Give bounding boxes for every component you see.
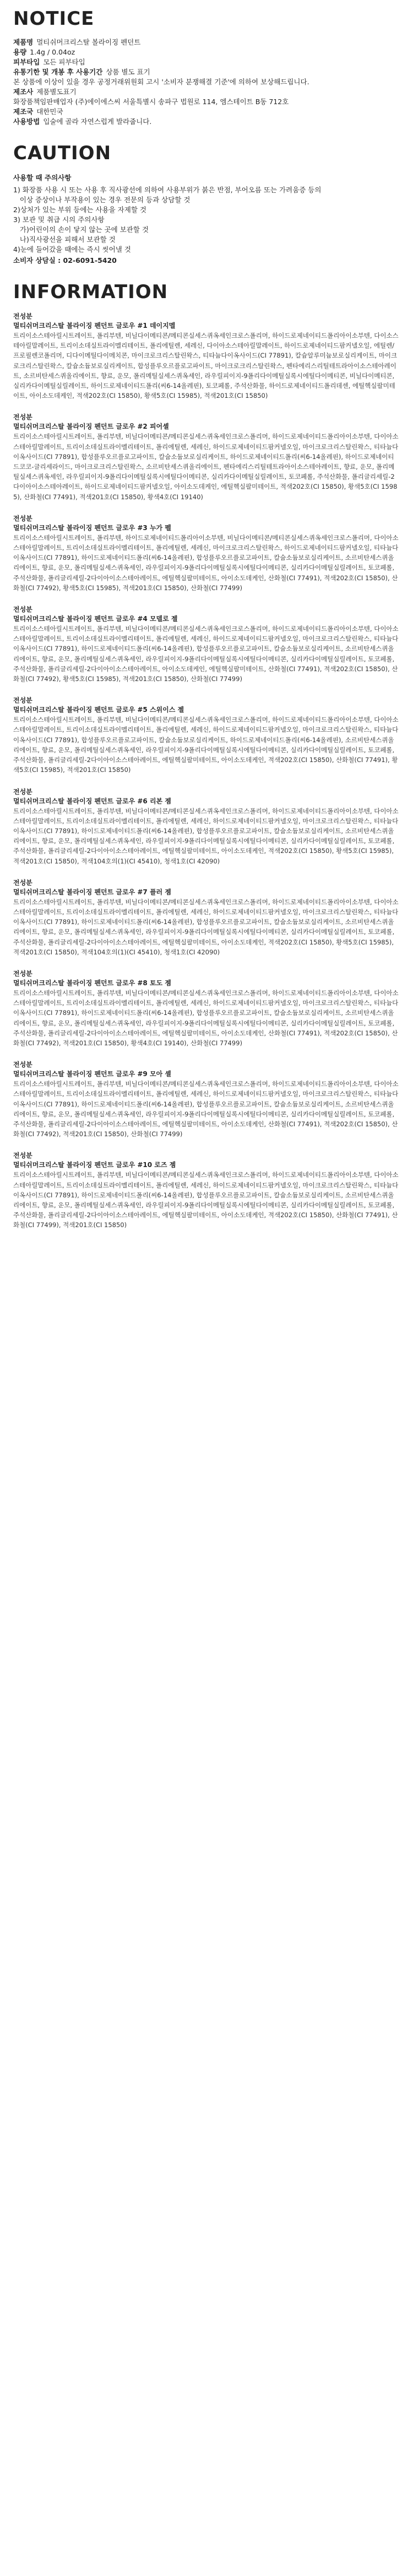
ingredient-block: [13, 312, 400, 401]
ingredient-list: 트리이소스테아릴시트레이트, 폴리부텐, 비닐다이메티콘/메티콘실세스퀴옥세인크로스폴리머, 하이드로제네이티드폴리아이소부텐, 다이아소스테아릴말레이트, 트리이소데실트라이멜리테이트, 폴리에틸렌, 세레신, 하이드로제네이티드팜커넬오일, 마이크로크리스탈린왁스, 티타늄다이옥사이드(CI 77891), 하이드로제네이티드폴리(씨6-14올레핀), 합성플루오르플로고파이트, 칼슘소듐보로실리케이트, 소르비탄세스퀴올리에이트, 향료, 운모, 폴리메틸실세스퀴옥세인, 라우릴피이지-9폴리다이메틸실록시에틸다이메티콘, 실리카다이메틸실릴레이트, 토코페롤, 주석산화물, 폴리글리세릴-2다이아이소스테아레이트, 에틸헥실팔미테이트, 아이소도데케인, 적색202호(CI 15850), 산화철(CI 77491), 산화철(CI 77499), 적색201호(CI 15850): [13, 1171, 399, 1229]
ingredient-list: 트리이소스테아릴시트레이트, 폴리부텐, 비닐다이메티콘/메티콘실세스퀴옥세인크로스폴리머, 하이드로제네이티드폴리아이소부텐, 다이아소스테아릴말레이트, 트리이소데실트라이멜리테이트, 폴리에틸렌, 세레신, 하이드로제네이티드팜커넬오일, 마이크로크리스탈린왁스, 티타늄다이옥사이드(CI 77891), 하이드로제네이티드폴리(씨6-14올레핀), 합성플루오르플로고파이트, 칼슘소듐보로실리케이트, 소르비탄세스퀴올리에이트, 향료, 운모, 폴리메틸실세스퀴옥세인, 라우릴피이지-9폴리다이메틸실록시에틸다이메티콘, 실리카다이메틸실릴레이트, 토코페롤, 주석산화물, 폴리글리세릴-2다이아이소스테아레이트, 에틸헥실팔미테이트, 아이소도데케인, 적색202호(CI 15850), 황색5호(CI 15985), 적색201호(CI 15850), 적색104호의(1)(CI 45410), 청색1호(CI 42090): [13, 898, 399, 956]
ingredient-product-name: 멀티쉬머크리스탈 볼라이징 펜던트 글로우 #3 누가 펠: [13, 523, 171, 532]
ingredient-product-name: 멀티쉬머크리스탈 볼라이징 펜던트 글로우 #10 로즈 젬: [13, 1161, 176, 1169]
ingredient-block: [13, 969, 400, 1048]
notice-row-value: 모든 피부타입: [43, 58, 85, 66]
ingredient-product-name: 멀티쉬머크리스탈 볼라이징 펜던트 글로우 #9 모아 셸: [13, 1070, 171, 1078]
caution-line: 2)상처가 있는 부위 등에는 사용을 자제할 것: [13, 206, 146, 214]
caution-line: 1) 화장품 사용 시 또는 사용 후 직사광선에 의하여 사용부위가 붉은 반점, 부어오름 또는 가려움증 등의: [13, 186, 322, 194]
notice-row: [13, 117, 400, 127]
information-title: INFORMATION: [13, 281, 169, 303]
ingredient-label: 전성분: [13, 1152, 32, 1160]
ingredient-block: [13, 878, 400, 957]
ingredient-list: 트리이소스테아릴시트레이트, 폴리부텐, 비닐다이메티콘/메티콘실세스퀴옥세인크로스폴리머, 하이드로제네이티드폴리아이소부텐, 다이소스테아릴말레이트, 트리이소데실트라이멜리테이트, 폴리에틸렌, 세레신, 다이아소스테아릴말레이트, 하이드로제네이티드팜커넬오일, 에틸렌/프로필렌코폴리머, 디다이메틸다이메치콘, 마이크로크리스탈린왁스, 티타늄다이옥사이드(CI 77891), 칼슘알루미늄보로실리케이트, 마이크로크리스탈린왁스, 칼슘소듐보로실리케이트, 합성플루오르플로고파이트, 마이크로크리스탈린왁스, 펜타에리스리틸테트라아이소스테아레이트, 소르비탄세스퀴올리에이트, 향료, 운모, 폴리메틸실세스퀴옥세인, 라우릴피이지-9폴리다이메틸실록시에틸다이메티콘, 비닐다이메티콘, 실리카다이메틸실릴레이트, 하이드로제네이티드폴리(씨6-14올레핀), 토코페롤, 주석산화물, 하이드로제네이티드폴리데센, 에틸헥실팔미테이트, 아이소도데케인, 적색202호(CI 15850), 황색5호(CI 15985), 적색201호(CI 15850): [13, 332, 399, 400]
ingredient-product-name: 멀티쉬머크리스탈 볼라이징 펜던트 글로우 #4 모델로 젤: [13, 615, 178, 623]
notice-row-label: 제조사: [13, 88, 34, 96]
caution-line: 나)직사광선을 피해서 보관할 것: [13, 235, 116, 244]
ingredient-label: 전성분: [13, 969, 32, 978]
caution-line: 이상 증상이나 부작용이 있는 경우 전문의 등과 상담할 것: [13, 196, 191, 204]
notice-row: [13, 67, 400, 77]
ingredient-list: 트리이소스테아릴시트레이트, 폴리부텐, 비닐다이메티콘/메티콘실세스퀴옥세인크로스폴리머, 하이드로제네이티드폴리아이소부텐, 다이아소스테아릴말레이트, 트리이소데실트라이멜리테이트, 폴리에틸렌, 세레신, 하이드로제네이티드팜커넬오일, 마이크로크리스탈린왁스, 티타늄다이옥사이드(CI 77891), 하이드로제네이티드폴리(씨6-14올레핀), 합성플루오르플로고파이트, 칼슘소듐보로실리케이트, 소르비탄세스퀴올리에이트, 향료, 운모, 폴리메틸실세스퀴옥세인, 라우릴피이지-9폴리다이메틸실록시에틸다이메티콘, 실리카다이메틸실릴레이트, 토코페롤, 주석산화물, 폴리글리세릴-2다이아이소스테아레이트, 에틸헥실팔미테이트, 아이소도데케인, 산화철(CI 77491), 적색202호(CI 15850), 산화철(CI 77492), 적색201호(CI 15850), 산화철(CI 77499): [13, 1080, 399, 1138]
ingredient-list: 트리이소스테아릴시트레이트, 폴리부텐, 비닐다이메티콘/메티콘실세스퀴옥세인크로스폴리머, 하이드로제네이티드폴리아이소부텐, 다이아소스테아릴말레이트, 트리이소데실트라이멜리테이트, 폴리에틸렌, 세레신, 하이드로제네이티드팜커넬오일, 마이크로크리스탈린왁스, 티타늄다이옥사이드(CI 77891), 합성플루오르플로고파이트, 칼슘소듐보로실리케이트, 하이드로제네이티드폴리(씨6-14올레핀), 소르비탄세스퀴올리에이트, 향료, 운모, 폴리메틸실세스퀴옥세인, 라우릴피이지-9폴리다이메틸실록시에틸다이메티콘, 실리카다이메틸실릴레이트, 토코페롤, 주석산화물, 폴리글리세릴-2다이아이소스테아레이트, 에틸헥실팔미테이트, 아이소도데케인, 적색202호(CI 15850), 산화철(CI 77491), 황색5호(CI 15985), 적색201호(CI 15850): [13, 716, 399, 774]
ingredient-block: [13, 787, 400, 866]
ingredient-label: 전성분: [13, 606, 32, 614]
ingredient-product-name: 멀티쉬머크리스탈 볼라이징 펜던트 글로우 #8 토도 젬: [13, 979, 171, 987]
caution-title: CAUTION: [13, 142, 112, 164]
notice-title: NOTICE: [13, 8, 95, 30]
ingredient-label: 전성분: [13, 787, 32, 796]
notice-row-value: 본 상품에 이상이 있을 경우 공정거래위원회 고시 '소비자 분쟁해결 기준'에 의하여 보상해드립니다.: [13, 78, 309, 86]
notice-row-label: 사용방법: [13, 117, 40, 126]
ingredient-block: [13, 1060, 400, 1139]
consumer-hotline: 소비자 상담실 : 02-6091-5420: [13, 256, 117, 264]
notice-row: [13, 37, 400, 47]
caution-line: 가)어린이의 손이 닿지 않는 곳에 보관할 것: [13, 225, 149, 234]
notice-row: [13, 107, 400, 117]
caution-line: 3) 보관 및 취급 시의 주의사항: [13, 215, 105, 224]
notice-row-value: 1.4g / 0.04oz: [30, 48, 75, 56]
ingredient-list: 트리이소스테아릴시트레이트, 폴리부텐, 하이드로제네이티드폴리아이소부텐, 비닐다이메티콘/메티콘실세스퀴옥세인크로스폴리머, 다이아소스테아릴말레이트, 트리이소데실트라이멜리테이트, 폴리에틸렌, 세레신, 마이크로크리스탈린왁스, 하이드로제네이티드팜커넬오일, 티타늄다이옥사이드(CI 77891), 하이드로제네이티드폴리(씨6-14올레핀), 합성플루오르플로고파이트, 칼슘소듐보로실리케이트, 소르비탄세스퀴올리에이트, 향료, 운모, 폴리메틸실세스퀴옥세인, 라우릴피이지-9폴리다이메틸실록시에틸다이메티콘, 실리카다이메틸실릴레이트, 토코페롤, 주석산화물, 폴리글리세릴-2다이아이소스테아레이트, 에틸헥실팔미테이트, 아이소도데케인, 산화철(CI 77491), 적색202호(CI 15850), 산화철(CI 77492), 황색5호(CI 15985), 적색201호(CI 15850), 산화철(CI 77499): [13, 533, 399, 592]
information-section: [13, 281, 400, 1230]
notice-row-value: 대한민국: [36, 107, 63, 116]
ingredient-list: 트리이소스테아릴시트레이트, 폴리부텐, 비닐다이메티콘/메티콘실세스퀴옥세인크로스폴리머, 하이드로제네이티드폴리아이소부텐, 다이아소스테아릴말레이트, 트리이소데실트라이멜리테이트, 폴리에틸렌, 세레신, 하이드로제네이티드팜커넬오일, 마이크로크리스탈린왁스, 티타늄다이옥사이드(CI 77891), 하이드로제네이티드폴리(씨6-14올레핀), 합성플루오르플로고파이트, 칼슘소듐보로실리케이트, 소르비탄세스퀴올리에이트, 향료, 운모, 폴리메틸실세스퀴옥세인, 라우릴피이지-9폴리다이메틸실록시에틸다이메티콘, 실리카다이메틸실릴레이트, 토코페롤, 주석산화물, 폴리글리세릴-2다이아이소스테아레이트, 에틸헥실팔미테이트, 아이소도데케인, 산화철(CI 77491), 적색202호(CI 15850), 산화철(CI 77492), 적색201호(CI 15850), 황색4호(CI 19140), 산화철(CI 77499): [13, 989, 399, 1047]
ingredient-list: 트리이소스테아릴시트레이트, 폴리부텐, 비닐다이메티콘/메티콘실세스퀴옥세인크로스폴리머, 하이드로제네이티드폴리아이소부텐, 다이아소스테아릴말레이트, 트리이소데실트라이멜리테이트, 폴리에틸렌, 세레신, 하이드로제네이티드팜커넬오일, 마이크로크리스탈린왁스, 티타늄다이옥사이드(CI 77891), 하이드로제네이티드폴리(씨6-14올레핀), 합성플루오르플로고파이트, 칼슘소듐보로실리케이트, 소르비탄세스퀴올리에이트, 향료, 운모, 폴리메틸실세스퀴옥세인, 라우릴피이지-9폴리다이메틸실록시에틸다이메티콘, 실리카다이메틸실릴레이트, 토코페롤, 주석산화물, 폴리글리세릴-2다이아이소스테아레이트, 아이소도데케인, 에틸헥실팔미테이트, 산화철(CI 77491), 적색202호(CI 15850), 산화철(CI 77492), 황색5호(CI 15985), 적색201호(CI 15850), 산화철(CI 77499): [13, 625, 399, 683]
ingredient-list: 트리이소스테아릴시트레이트, 폴리부텐, 비닐다이메티콘/메티콘실세스퀴옥세인크로스폴리머, 하이드로제네이티드폴리아이소부텐, 다이아소스테아릴말레이트, 트리이소데실트라이멜리테이트, 폴리에틸렌, 세레신, 하이드로제네이티드팜커넬오일, 마이크로크리스탈린왁스, 티타늄다이옥사이드(CI 77891), 하이드로제네이티드폴리(씨6-14올레핀), 합성플루오르플로고파이트, 칼슘소듐보로실리케이트, 소르비탄세스퀴올리에이트, 향료, 운모, 폴리메틸실세스퀴옥세인, 라우릴피이지-9폴리다이메틸실록시에틸다이메티콘, 실리카다이메틸실릴레이트, 토코페롤, 주석산화물, 폴리글리세릴-2다이아이소스테아레이트, 에틸헥실팔미테이트, 아이소도데케인, 적색202호(CI 15850), 황색5호(CI 15985), 적색201호(CI 15850), 적색104호의(1)(CI 45410), 청색1호(CI 42090): [13, 807, 399, 865]
caution-section: [13, 142, 400, 266]
notice-row-value: 제품별도표기: [36, 88, 77, 96]
notice-row-label: 유통기한 및 개봉 후 사용기간: [13, 68, 103, 76]
notice-row: [13, 87, 400, 97]
notice-row-value: 멀티쉬머크리스탈 볼라이징 펜던트: [36, 38, 141, 46]
notice-row: [13, 47, 400, 57]
caution-line: 4)눈에 들어갔을 때에는 즉시 씻어낼 것: [13, 245, 131, 253]
ingredient-label: 전성분: [13, 413, 32, 422]
page-content: [0, 0, 413, 1230]
ingredient-product-name: 멀티쉬머크리스탈 볼라이징 펜던트 글로우 #5 스위이스 젤: [13, 706, 184, 714]
ingredient-block: [13, 605, 400, 684]
ingredient-block: [13, 413, 400, 501]
notice-row-value: 상품 별도 표기: [106, 68, 150, 76]
notice-row-label: 용량: [13, 48, 27, 56]
ingredient-product-name: 멀티쉬머크리스탈 볼라이징 펜던트 글로우 #6 리본 젬: [13, 797, 171, 805]
notice-row: [13, 77, 400, 87]
notice-row-label: 제조국: [13, 107, 34, 116]
ingredient-label: 전성분: [13, 878, 32, 887]
ingredient-label: 전성분: [13, 312, 32, 320]
caution-heading: 사용할 때 주의사항: [13, 174, 72, 182]
ingredient-product-name: 멀티쉬머크리스탈 볼라이징 펜던트 글로우 #1 데이지멜: [13, 322, 176, 330]
ingredient-block: [13, 514, 400, 593]
notice-row-label: 제품명: [13, 38, 34, 46]
notice-row-label: 피부타입: [13, 58, 40, 66]
ingredient-label: 전성분: [13, 1061, 32, 1069]
notice-section: [13, 0, 400, 127]
notice-row: [13, 57, 400, 67]
ingredient-block: [13, 696, 400, 775]
ingredient-list: 트리이소스테아릴시트레이트, 폴리부텐, 비닐다이메티콘/메티콘실세스퀴옥세인크로스폴리머, 하이드로제네이티드폴리아이소부텐, 다이아소스테아릴말레이트, 트리이소데실트라이멜리테이트, 폴리에틸렌, 세레신, 하이드로제네이티드팜커넬오일, 마이크로크리스탈린왁스, 티타늄다이옥사이드(CI 77891), 합성플루오르플로고파이트, 칼슘소듐보로실리케이트, 하이드로제네이티드폴리(씨6-14올레핀), 하이드로제네이티드코코-글리세라이드, 마이크로크리스탈린왁스, 소르비탄세스퀴올리에이트, 펜타에리스리틸테트라아이소스테아레이트, 향료, 운모, 폴리메틸실세스퀴옥세인, 라우릴피이지-9폴리다이메틸실록시에틸다이메티콘, 실리카다이메틸실릴레이트, 토코페롤, 주석산화물, 폴리글리세릴-2다이아이소스테아레이트, 하이드로제네이티드팜커넬오일, 아이소도데케인, 에틸헥실팔미테이트, 적색202호(CI 15850), 황색5호(CI 15985), 산화철(CI 77491), 적색201호(CI 15850), 황색4호(CI 19140): [13, 433, 399, 501]
ingredient-product-name: 멀티쉬머크리스탈 볼라이징 펜던트 글로우 #7 플러 젬: [13, 888, 171, 896]
notice-rows: [13, 37, 400, 127]
ingredient-product-name: 멀티쉬머크리스탈 볼라이징 펜던트 글로우 #2 피어셸: [13, 423, 169, 431]
ingredient-block: [13, 1151, 400, 1230]
notice-row-value: 입술에 골라 자연스럽게 발라줍니다.: [43, 117, 152, 126]
ingredient-label: 전성분: [13, 696, 32, 705]
notice-row-value: 화장품책임판매업자 (주)에이에스씨 서울특별시 송파구 법원로 114, 엠스테이트 B동 712호: [13, 98, 289, 106]
ingredient-label: 전성분: [13, 514, 32, 522]
notice-row: [13, 97, 400, 107]
